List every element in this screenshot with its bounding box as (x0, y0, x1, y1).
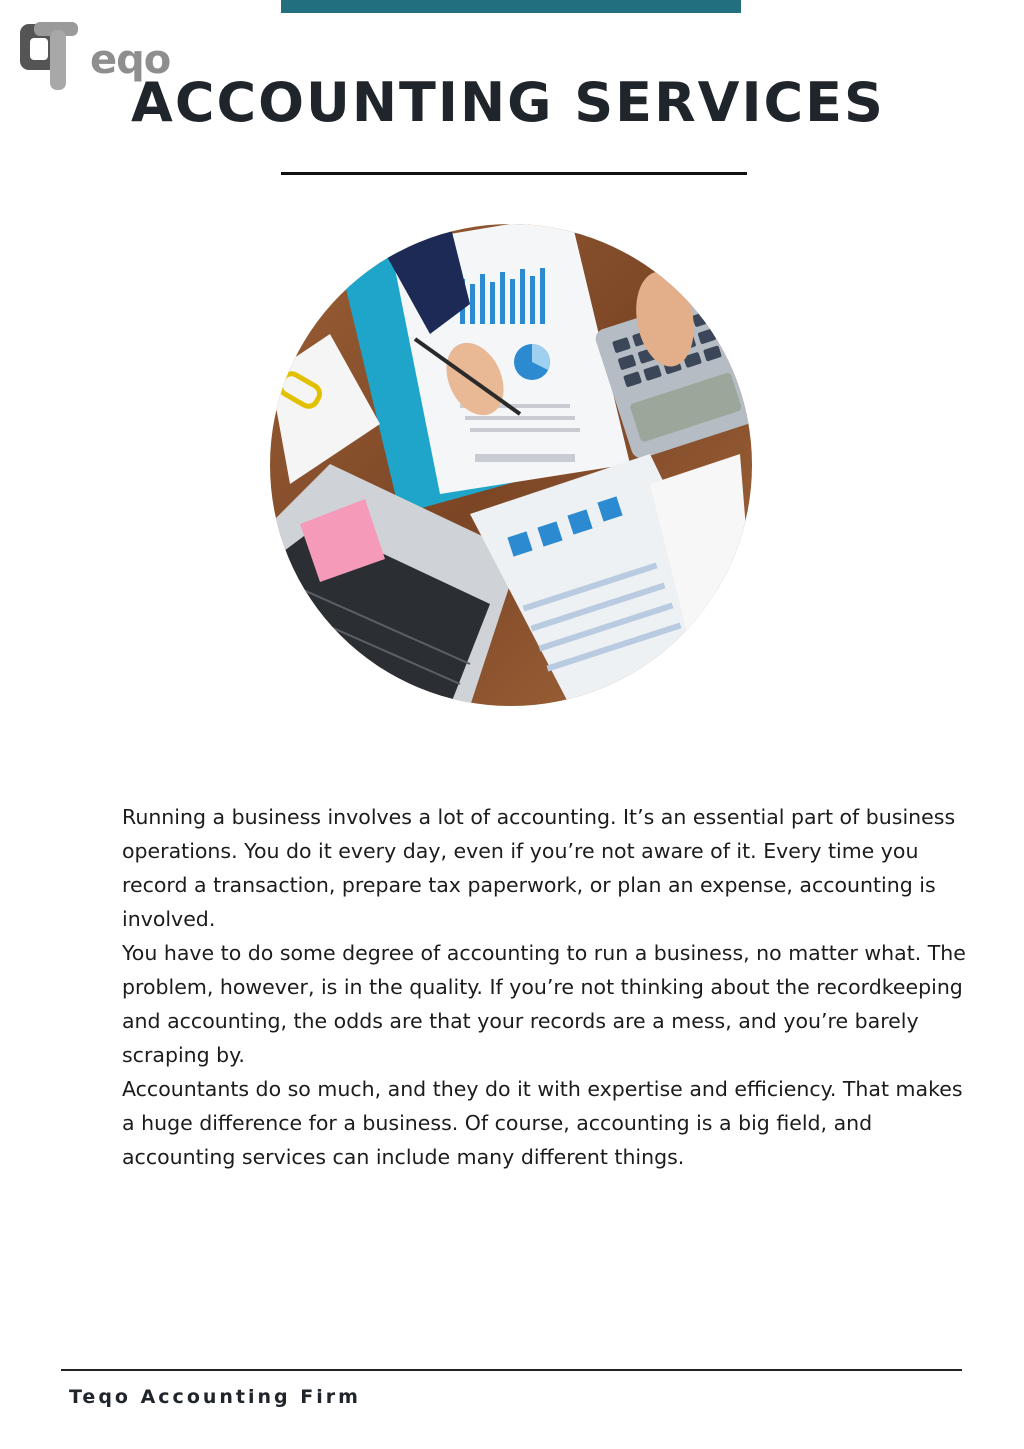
body-paragraph: Running a business involves a lot of accounting. It’s an essential part of business operations. You do it every day, even if you’re not aware of it. Every time you record a transaction, prepare tax paperwork, or plan an expense, accounting is involved. (122, 805, 956, 931)
hero-photo (270, 224, 752, 706)
page-title: ACCOUNTING SERVICES (131, 71, 885, 134)
footer-divider (61, 1369, 962, 1371)
footer-firm-name: Teqo Accounting Firm (69, 1386, 361, 1408)
body-paragraph: You have to do some degree of accounting to run a business, no matter what. The problem, however, is in the quality. If you’re not thinking about the recordkeeping and accounting, the odds are that your records are a mess, and you’re barely scraping by. (122, 941, 966, 1067)
body-text (122, 800, 972, 1174)
top-accent-bar (281, 0, 741, 13)
logo-wordmark: eqo (90, 37, 171, 83)
body-paragraph: Accountants do so much, and they do it with expertise and efficiency. That makes a huge difference for a business. Of course, accounting is a big field, and accounting services can include many different things. (122, 1077, 963, 1169)
title-divider (281, 172, 747, 175)
